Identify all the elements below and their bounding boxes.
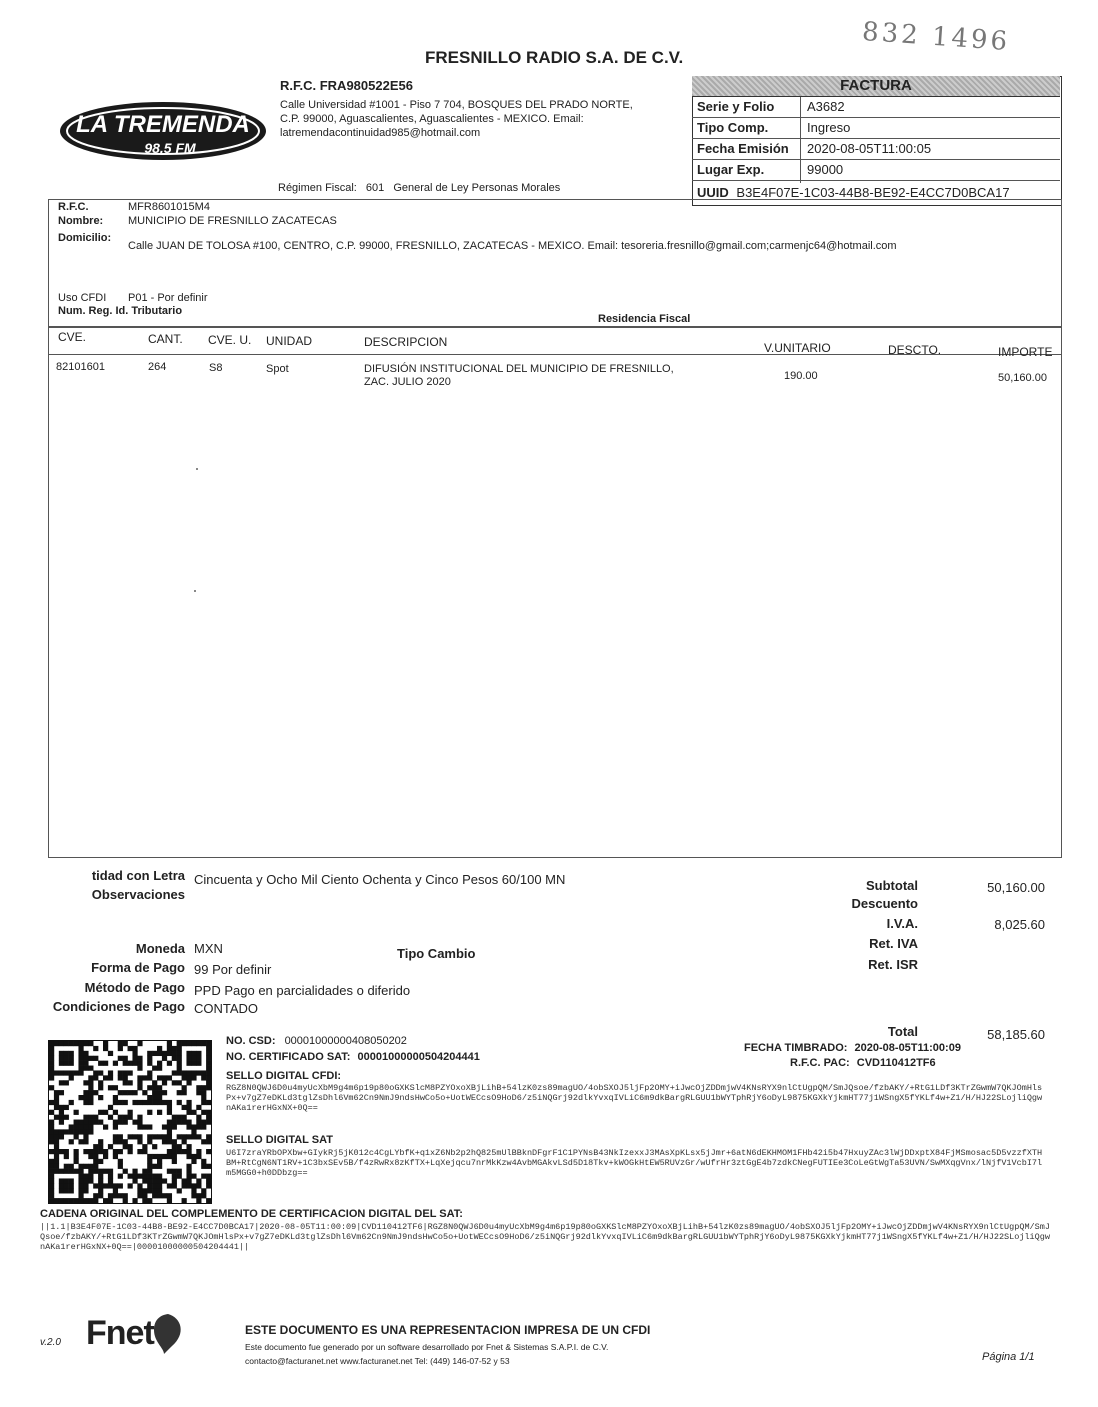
moneda-label: Moneda <box>135 941 185 956</box>
logo-text: LA TREMENDA <box>76 111 250 138</box>
client-address-label: Domicilio: <box>58 232 112 244</box>
serie-label: Serie y Folio <box>697 99 775 114</box>
row-importe: 50,160.00 <box>998 372 1047 384</box>
rfc-pac-row <box>790 1057 936 1069</box>
company-rfc: R.F.C. FRA980522E56 <box>280 78 413 93</box>
sello-sat-label: SELLO DIGITAL SAT <box>226 1134 333 1146</box>
serie-row <box>692 97 1060 118</box>
moneda-value: MXN <box>194 941 223 956</box>
sello-cfdi-value: RGZ8N0QWJ6D0u4myUcXbM9g4m6p19p80oGXKSlcM8PZYOxoXBjLihB+54lzK0zs89magUO/4obSXOJ5ljFp2OMY+iJwcOjZDDmjwV4KNsRYX9nlCtUgpQM/SmJQsoe/fzbAKY/+RtG1LDf3KTrZGwmW7QKJOmHlsPx+v7gZ7eDKLd3tglZsDhl6Vm62Cn9NmJ9ndsHwCo5o+UotWECcsO9HoD6/z5iNQGrj92dlkYvxqIVLiC6m9dkBargRLGUU1bWYTphRjY6oDyL9875KGXkYjkmHT77j1WSngX5fYKLf4w+Z1/H/HJ22SLojliQgwnAKa1rerHGxNX+0Q== <box>226 1083 1043 1113</box>
uuid-label: UUID <box>697 185 729 200</box>
fnet-logo <box>86 1314 154 1353</box>
version-label: v.2.0 <box>40 1337 61 1348</box>
handwritten-note: 832 1496 <box>861 16 1011 58</box>
factura-title: FACTURA <box>692 76 1060 97</box>
metodo-pago-value: PPD Pago en parcialidades o diferido <box>194 983 411 998</box>
lugar-value: 99000 <box>800 160 849 183</box>
cfdi-notice: ESTE DOCUMENTO ES UNA REPRESENTACION IMPRESA DE UN CFDI <box>245 1323 651 1337</box>
cantidad-letra-value: Cincuenta y Ocho Mil Ciento Ochenta y Cinco Pesos 60/100 MN <box>194 872 566 887</box>
tipo-label: Tipo Comp. <box>697 120 769 135</box>
regimen-code: 601 <box>365 182 385 194</box>
fnet-logo-text: Fnet <box>86 1314 154 1352</box>
total-value: 58,185.60 <box>987 1027 1045 1042</box>
fecha-label: Fecha Emisión <box>697 141 789 156</box>
address-line-3: latremendacontinuidad985@hotmail.com <box>280 127 481 139</box>
fnet-leaf-icon <box>150 1312 186 1359</box>
regimen-desc: General de Ley Personas Morales <box>393 182 561 194</box>
row-unidad: Spot <box>266 363 289 375</box>
fecha-timbrado-label: FECHA TIMBRADO: <box>744 1042 848 1054</box>
row-desc-line2: ZAC. JULIO 2020 <box>364 376 451 388</box>
company-address <box>280 98 633 140</box>
residencia-label: Residencia Fiscal <box>598 313 691 325</box>
row-unitario: 190.00 <box>784 370 818 382</box>
client-name-label: Nombre: <box>58 215 104 227</box>
iva-label: I.V.A. <box>886 916 918 931</box>
col-vunitario: V.UNITARIO <box>764 341 831 355</box>
cert-sat-row <box>226 1051 480 1063</box>
software-notice: Este documento fue generado por un software desarrollado por Fnet & Sistemas S.A.P.I. de C.V. <box>245 1342 609 1352</box>
subtotal-label: Subtotal <box>866 878 918 893</box>
ret-isr-label: Ret. ISR <box>868 957 918 972</box>
address-line-2: C.P. 99000, Aguascalientes, Aguascalientes - MEXICO. Email: <box>280 113 584 125</box>
lugar-row <box>692 160 1060 181</box>
uuid-value: B3E4F07E-1C03-44B8-BE92-E4CC7D0BCA17 <box>736 185 1010 200</box>
col-cveu: CVE. U. <box>208 333 252 347</box>
client-rfc-label: R.F.C. <box>58 201 89 213</box>
cert-sat-label: NO. CERTIFICADO SAT: <box>226 1051 351 1063</box>
scan-speck <box>194 590 196 592</box>
col-importe: IMPORTE <box>998 345 1053 359</box>
descuento-label: Descuento <box>851 896 918 911</box>
uso-cfdi-label: Uso CFDI <box>58 292 107 304</box>
metodo-pago-label: Método de Pago <box>84 980 185 995</box>
col-descripcion: DESCRIPCION <box>364 335 448 349</box>
cadena-value: ||1.1|B3E4F07E-1C03-44B8-BE92-E4CC7D0BCA17|2020-08-05T11:00:09|CVD110412TF6|RGZ8N0QWJ6D0u4myUcXbM9g4m6p19p80oGXKSlcM8PZYOxoXBjLihB+54lzK0zs89magUO/4obSXOJ5ljFp2OMY+iJwcOjZDDmjwV4KNsRYX9nlCtUgpQM/SmJQsoe/fzbAKY/+RtG1LDf3KTrZGwmW7QKJOmHlsPx+v7gZ7eDKLd3tglZsDhl6Vm62Cn9NmJ9ndsHwCo5o+UotWECcsO9HoD6/z5iNQGrj92dlkYvxqIVLiC6m9dkBargRLGUU1bWYTphRjY6oDyL9875KGXkYjkmHT77j1WSngX5fYKLf4w+Z1/H/HJ22SLojliQgwnAKa1rerHGxNX+0Q==|00001000000504204441|| <box>40 1222 1050 1252</box>
serie-value: A3682 <box>800 97 851 120</box>
col-descto: DESCTO. <box>888 343 942 357</box>
condiciones-pago-label: Condiciones de Pago <box>52 999 185 1014</box>
forma-pago-value: 99 Por definir <box>194 962 272 977</box>
csd-label: NO. CSD: <box>226 1035 276 1047</box>
uuid-row <box>697 185 1010 200</box>
col-cant: CANT. <box>148 332 183 346</box>
tipo-row <box>692 118 1060 139</box>
fecha-value: 2020-08-05T11:00:05 <box>800 139 937 162</box>
client-address-value: Calle JUAN DE TOLOSA #100, CENTRO, C.P. 99000, FRESNILLO, ZACATECAS - MEXICO. Email: tesoreria.fresnillo@gmail.com;carmenjc64@hotmail.com <box>128 240 897 252</box>
row-desc-line1: DIFUSIÓN INSTITUCIONAL DEL MUNICIPIO DE FRESNILLO, <box>364 363 674 375</box>
fecha-row <box>692 139 1060 160</box>
csd-row <box>226 1035 407 1047</box>
uso-cfdi-value: P01 - Por definir <box>128 292 208 304</box>
row-cveu: S8 <box>209 362 223 374</box>
logo-frequency: 98.5 FM <box>144 140 196 156</box>
observaciones-label: Observaciones <box>91 887 185 902</box>
rfc-pac-label: R.F.C. PAC: <box>790 1057 850 1069</box>
lugar-label: Lugar Exp. <box>697 162 765 177</box>
items-frame <box>48 326 1062 858</box>
col-unidad: UNIDAD <box>266 334 313 348</box>
row-cant: 264 <box>148 361 167 373</box>
contact-line: contacto@facturanet.net www.facturanet.net Tel: (449) 146-07-52 y 53 <box>245 1356 510 1366</box>
rfc-pac-value: CVD110412TF6 <box>856 1057 936 1069</box>
qr-code <box>48 1040 212 1204</box>
fecha-timbrado-row <box>744 1042 961 1054</box>
scan-speck <box>196 468 198 470</box>
row-description <box>364 363 674 389</box>
regimen-label: Régimen Fiscal: <box>278 182 357 194</box>
tipo-cambio-label: Tipo Cambio <box>397 946 476 961</box>
company-name: FRESNILLO RADIO S.A. DE C.V. <box>425 48 684 67</box>
col-cve: CVE. <box>58 330 87 344</box>
sello-sat-value: U6I7zraYRbOPXbw+GIykRj5jK012c4CgLYbfK+q1xZ6Nb2p2hQ825mUlBBknDFgrF1C1PYNsB43NkIzexxJ3MAsXpKLsx5jJmr+6atN6dEKHMOM1FHb42i5b47HxuyZAc3lWjDDxptX84FjMSmosac5D5vzzfXTHBM+RtCgN6NT1RV+1C3bxSEv5B/f4zRwRx8zKfTX+LqXejqcu7nrMkKzw4AvbMGAkvLSd5D18Tkv+kWOGkHtEW5RUVzGr/wUfrHr3ztGgE4b7zdkCNegFUTIEe3CoLeGtWgTa53UVN/SwMXqgVnx/lNjfV1VcbI7lm5MGG0+h0DDbzg== <box>226 1148 1043 1178</box>
total-label: Total <box>887 1024 918 1039</box>
csd-value: 00001000000408050202 <box>284 1035 407 1047</box>
client-name-value: MUNICIPIO DE FRESNILLO ZACATECAS <box>128 215 337 227</box>
sello-cfdi-label: SELLO DIGITAL CFDI: <box>226 1070 342 1082</box>
page-number: Página 1/1 <box>982 1351 1035 1363</box>
iva-value: 8,025.60 <box>994 917 1045 932</box>
cadena-label: CADENA ORIGINAL DEL COMPLEMENTO DE CERTIFICACION DIGITAL DEL SAT: <box>40 1208 463 1220</box>
row-cve: 82101601 <box>56 361 105 373</box>
subtotal-value: 50,160.00 <box>987 880 1045 895</box>
forma-pago-label: Forma de Pago <box>91 960 185 975</box>
cert-sat-value: 00001000000504204441 <box>357 1051 480 1063</box>
cantidad-letra-label: tidad con Letra <box>91 868 185 883</box>
regimen-fiscal <box>278 182 560 194</box>
radio-logo <box>58 100 268 162</box>
fecha-timbrado-value: 2020-08-05T11:00:09 <box>854 1042 961 1054</box>
condiciones-pago-value: CONTADO <box>194 1001 259 1016</box>
client-rfc-value: MFR8601015M4 <box>128 201 210 213</box>
ret-iva-label: Ret. IVA <box>869 936 918 951</box>
tipo-value: Ingreso <box>800 118 856 141</box>
num-reg-label: Num. Reg. Id. Tributario <box>58 305 183 317</box>
address-line-1: Calle Universidad #1001 - Piso 7 704, BOSQUES DEL PRADO NORTE, <box>280 99 633 111</box>
